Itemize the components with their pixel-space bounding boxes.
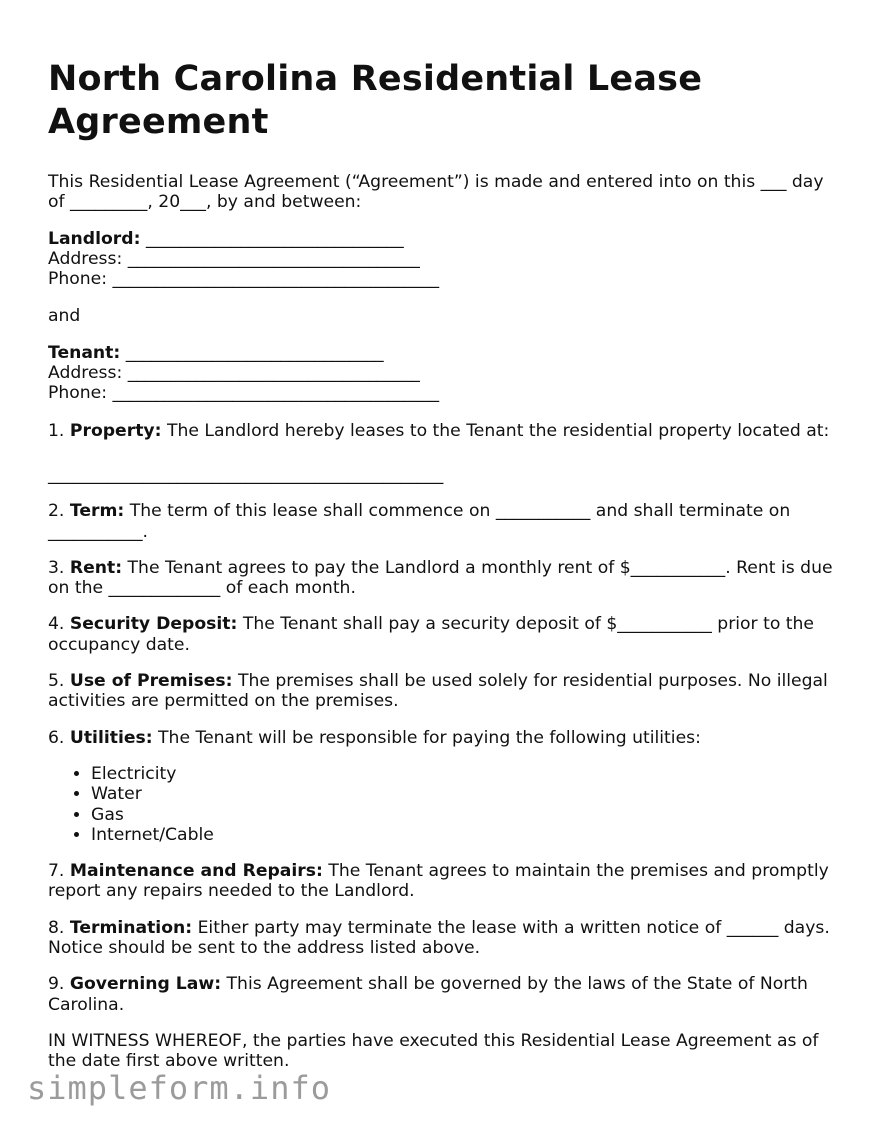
section-text: The Landlord hereby leases to the Tenant the residential property located at:: [161, 420, 830, 441]
property-address-blank: ______________________________________________: [48, 464, 444, 485]
section-heading: Utilities:: [69, 727, 153, 748]
section-text: The premises shall be used solely for residential purposes. No illegal activities are permitted on the premises.: [48, 671, 828, 712]
landlord-name-blank: ______________________________: [140, 228, 404, 249]
section-text: This Agreement shall be governed by the laws of the State of North Carolina.: [48, 974, 808, 1015]
section-text: The Tenant will be responsible for paying the following utilities:: [152, 727, 701, 748]
section-text: The Tenant agrees to pay the Landlord a monthly rent of $___________. Rent is due on the _____________ of each month.: [48, 557, 833, 599]
section-heading: Use of Premises:: [69, 671, 233, 692]
section-number: 3.: [48, 557, 70, 578]
section-number: 6.: [48, 727, 70, 748]
landlord-label: Landlord:: [48, 228, 141, 249]
section-number: 8.: [48, 917, 70, 938]
section-security-deposit: [48, 614, 838, 655]
section-heading: Term:: [69, 501, 125, 522]
section-number: 2.: [48, 501, 70, 522]
list-item: • Gas: [91, 805, 838, 825]
section-number: 7.: [48, 861, 70, 882]
landlord-block: [48, 229, 838, 290]
section-rent: [48, 558, 838, 599]
section-property: [48, 421, 838, 441]
intro-paragraph: This Residential Lease Agreement (“Agreement”) is made and entered into on this ___ day of _________, 20___, by and between:: [48, 172, 824, 213]
section-text: The term of this lease shall commence on ___________ and shall terminate on ___________.: [48, 501, 791, 542]
section-maintenance: [48, 861, 838, 902]
tenant-label: Tenant:: [48, 342, 121, 363]
tenant-name-blank: ______________________________: [120, 342, 384, 363]
section-heading: Property:: [69, 420, 162, 441]
section-governing-law: [48, 974, 838, 1015]
section-term: [48, 501, 838, 542]
section-termination: [48, 918, 838, 959]
document-page: [48, 58, 838, 1088]
section-heading: Termination:: [69, 917, 193, 938]
section-number: 5.: [48, 671, 70, 692]
section-number: 4.: [48, 614, 70, 635]
section-number: 9.: [48, 974, 70, 995]
landlord-address: Address: __________________________________: [48, 248, 420, 269]
section-text: Either party may terminate the lease with a written notice of ______ days. Notice should be sent to the address listed above.: [48, 917, 830, 959]
section-utilities: [48, 728, 838, 748]
tenant-line: [48, 343, 838, 363]
section-heading: Maintenance and Repairs:: [69, 861, 323, 882]
landlord-phone: Phone: ______________________________________: [48, 269, 440, 290]
watermark: simpleform.info: [27, 1069, 331, 1107]
list-item: • Water: [91, 784, 838, 804]
section-text: The Tenant shall pay a security deposit of $___________ prior to the occupancy date.: [48, 614, 815, 655]
and-text: and: [48, 306, 81, 327]
tenant-block: [48, 343, 838, 404]
utilities-list: [48, 764, 838, 845]
section-heading: Rent:: [69, 557, 123, 578]
list-item: • Electricity: [91, 764, 838, 784]
landlord-line: [48, 229, 838, 249]
page-title: North Carolina Residential Lease Agreement: [48, 59, 703, 142]
section-number: 1.: [48, 420, 70, 441]
list-item: • Internet/Cable: [91, 825, 838, 845]
section-text: The Tenant agrees to maintain the premises and promptly report any repairs needed to the Landlord.: [48, 861, 829, 902]
witness-paragraph: IN WITNESS WHEREOF, the parties have executed this Residential Lease Agreement as of the date first above written.: [48, 1030, 819, 1072]
tenant-phone: Phone: ______________________________________: [48, 383, 440, 404]
section-heading: Governing Law:: [69, 974, 222, 995]
section-heading: Security Deposit:: [69, 614, 238, 635]
section-use-of-premises: [48, 671, 838, 712]
tenant-address: Address: __________________________________: [48, 363, 420, 384]
